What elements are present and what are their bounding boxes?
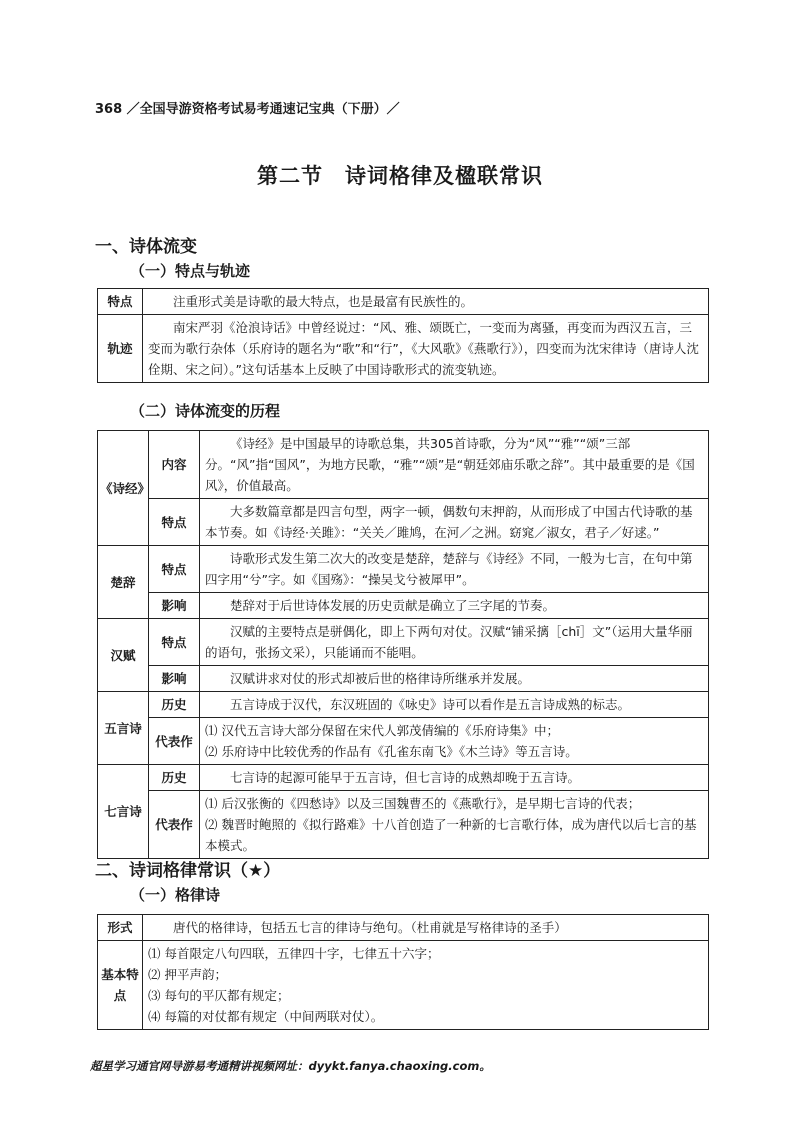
- table-regulated-verse: [97, 914, 709, 1030]
- row-text: 南宋严羽《沧浪诗话》中曾经说过：“风、雅、颂既亡，一变而为离骚，再变而为西汉五言，三变而为歌行杂体（乐府诗的题名为“歌”和“行”，《大风歌》《燕歌行》），四变而为沈宋律诗（唐诗人沈佺期、宋之问）。”这句话基本上反映了中国诗歌形式的流变轨迹。: [148, 320, 699, 377]
- row-label: 代表作: [149, 718, 200, 765]
- table-row: [98, 765, 709, 791]
- running-header: 368 ／全国导游资格考试易考通速记宝典（下册）／: [95, 102, 400, 117]
- table-row: [98, 718, 709, 765]
- row-line: ⑵ 乐府诗中比较优秀的作品有《孔雀东南飞》《木兰诗》等五言诗。: [205, 744, 578, 759]
- table-row: [98, 692, 709, 718]
- row-label: 代表作: [149, 791, 200, 859]
- table-row: [98, 941, 709, 1030]
- group-name: 五言诗: [98, 692, 149, 765]
- row-label: 影响: [149, 666, 200, 692]
- section-title: 第二节 诗词格律及楹联常识: [257, 164, 543, 188]
- row-text: 《诗经》是中国最早的诗歌总集，共305首诗歌，分为“风”“雅”“颂”三部分。“风”指“国风”，为地方民歌，“雅”“颂”是“朝廷郊庙乐歌之辞”。其中最重要的是《国风》，价值最高。: [205, 436, 695, 493]
- table-row: [98, 619, 709, 666]
- group-name: 楚辞: [98, 546, 149, 619]
- group-name: 《诗经》: [98, 431, 149, 546]
- row-label: 特点: [149, 499, 200, 546]
- table-row: [98, 431, 709, 499]
- row-label: 特点: [149, 619, 200, 666]
- table-row: [98, 546, 709, 593]
- heading-poetry-meter: 二、诗词格律常识（★）: [95, 861, 281, 881]
- row-text: 楚辞对于后世诗体发展的历史贡献是确立了三字尾的节奏。: [230, 598, 556, 613]
- row-label: 基本特点: [98, 941, 143, 1030]
- row-text: 七言诗的起源可能早于五言诗，但七言诗的成熟却晚于五言诗。: [230, 770, 581, 785]
- subheading-regulated-verse: （一）格律诗: [130, 886, 221, 904]
- table-row: [98, 593, 709, 619]
- page-footer: 超星学习通官网导游易考通精讲视频网址：dyykt.fanya.chaoxing.com。: [90, 1059, 491, 1073]
- row-label: 特点: [98, 289, 143, 315]
- row-text: 注重形式美是诗歌的最大特点，也是最富有民族性的。: [173, 294, 474, 309]
- table-row: [98, 666, 709, 692]
- table-row: [98, 289, 709, 315]
- row-text: 诗歌形式发生第二次大的改变是楚辞，楚辞与《诗经》不同，一般为七言，在句中第四字用“兮”字。如《国殇》：“操吴戈兮被犀甲”。: [205, 551, 693, 587]
- row-label: 特点: [149, 546, 200, 593]
- table-row: [98, 315, 709, 383]
- row-line: ⑵ 押平声韵；: [148, 967, 227, 982]
- row-label: 形式: [98, 915, 143, 941]
- row-text: 唐代的格律诗，包括五七言的律诗与绝句。（杜甫就是写格律诗的圣手）: [173, 920, 567, 935]
- row-label: 轨迹: [98, 315, 143, 383]
- row-line: ⑴ 汉代五言诗大部分保留在宋代人郭茂倩编的《乐府诗集》中；: [205, 723, 559, 738]
- table-features-trajectory: [97, 288, 709, 383]
- row-text: 汉赋讲求对仗的形式却被后世的格律诗所继承并发展。: [230, 671, 531, 686]
- row-label: 内容: [149, 431, 200, 499]
- row-text: 汉赋的主要特点是骈偶化，即上下两句对仗。汉赋“铺采摛［chī］文”（运用大量华丽的语句，张扬文采），只能诵而不能唱。: [205, 624, 693, 660]
- group-name: 七言诗: [98, 765, 149, 859]
- subheading-evolution-process: （二）诗体流变的历程: [130, 402, 281, 420]
- row-line: ⑵ 魏晋时鲍照的《拟行路难》十八首创造了一种新的七言歌行体，成为唐代以后七言的基本模式。: [205, 817, 697, 853]
- group-name: 汉赋: [98, 619, 149, 692]
- table-row: [98, 499, 709, 546]
- row-line: ⑷ 每篇的对仗都有规定（中间两联对仗）。: [148, 1009, 384, 1024]
- row-label: 历史: [149, 692, 200, 718]
- table-row: [98, 791, 709, 859]
- row-label: 影响: [149, 593, 200, 619]
- row-line: ⑶ 每句的平仄都有规定；: [148, 988, 290, 1003]
- table-row: [98, 915, 709, 941]
- row-text: 五言诗成于汉代，东汉班固的《咏史》诗可以看作是五言诗成熟的标志。: [230, 697, 631, 712]
- row-line: ⑴ 每首限定八句四联，五律四十字，七律五十六字；: [148, 946, 440, 961]
- heading-poetry-evolution: 一、诗体流变: [95, 237, 197, 257]
- subheading-features-trajectory: （一）特点与轨迹: [130, 262, 251, 280]
- table-evolution-process: [97, 430, 709, 859]
- row-line: ⑴ 后汉张衡的《四愁诗》以及三国魏曹丕的《燕歌行》，是早期七言诗的代表；: [205, 796, 641, 811]
- row-label: 历史: [149, 765, 200, 791]
- row-text: 大多数篇章都是四言句型，两字一顿，偶数句末押韵，从而形成了中国古代诗歌的基本节奏。如《诗经·关雎》：“关关／雎鸠，在河／之洲。窈窕／淑女，君子／好逑。”: [205, 504, 693, 540]
